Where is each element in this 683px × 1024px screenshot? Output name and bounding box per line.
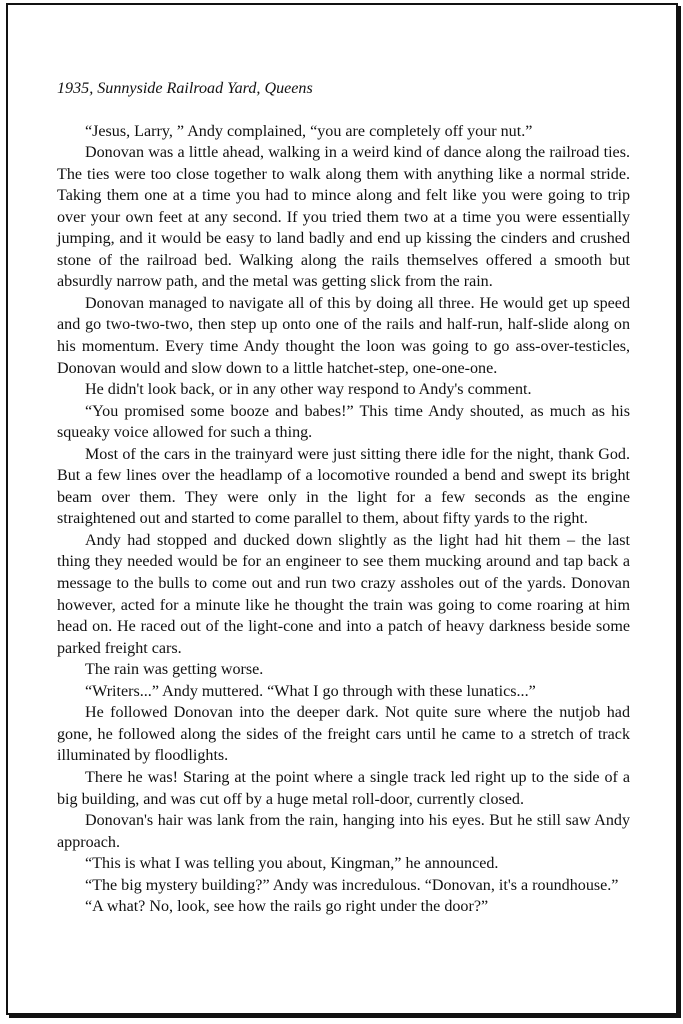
paragraph: “Jesus, Larry, ” Andy complained, “you are completely off your nut.” — [85, 122, 533, 140]
document-body — [57, 78, 630, 918]
paragraph: Andy had stopped and ducked down slightly as the light had hit them – the last thing they needed would be for an engineer to see them mucking around and tap back a message to the bulls to come out and run two crazy assholes out of the yards. Donovan however, acted for a minute like he thought the train was going to come roaring at him head on. He raced out of the light-cone and into a patch of heavy darkness beside some parked freight cars. — [57, 531, 630, 657]
paragraph: He didn't look back, or in any other way respond to Andy's comment. — [85, 381, 532, 399]
paragraph: The rain was getting worse. — [85, 661, 264, 679]
paragraph: Donovan managed to navigate all of this by doing all three. He would get up speed and go two-two-two, then step up onto one of the rails and half-run, half-slide along on his momentum. Every time Andy thought the loon was going to go ass-over-testicles, Donovan would and slow down to a little hatchet-step, one-one-one. — [57, 294, 630, 377]
paragraph: “You promised some booze and babes!” This time Andy shouted, as much as his squeaky voice allowed for such a thing. — [57, 402, 630, 442]
paragraph: Donovan was a little ahead, walking in a weird kind of dance along the railroad ties. The ties were too close together to walk along them with anything like a normal stride. Taking them one at a time you had to mince along and felt like you were going to trip over your own feet at any second. If you tried them two at a time you were essentially jumping, and it would be easy to land badly and end up kissing the cinders and crushed stone of the railroad bed. Walking along the rails themselves offered a smooth but absurdly narrow path, and the metal was getting slick from the rain. — [57, 144, 630, 291]
paragraph: “This is what I was telling you about, Kingman,” he announced. — [85, 855, 499, 873]
paragraph: “A what? No, look, see how the rails go right under the door?” — [85, 898, 489, 916]
paragraph: “The big mystery building?” Andy was incredulous. “Donovan, it's a roundhouse.” — [85, 876, 619, 894]
paragraph: He followed Donovan into the deeper dark. Not quite sure where the nutjob had gone, he followed along the sides of the freight cars until he came to a stretch of track illuminated by floodlights. — [57, 704, 630, 765]
paragraph: Most of the cars in the trainyard were just sitting there idle for the night, thank God. But a few lines over the headlamp of a locomotive rounded a bend and swept its bright beam over them. They were only in the light for a few seconds as the engine straightened out and started to come parallel to them, about fifty yards to the right. — [57, 445, 630, 528]
paragraph: Donovan's hair was lank from the rain, hanging into his eyes. But he still saw Andy approach. — [57, 812, 630, 851]
paragraph: There he was! Staring at the point where a single track led right up to the side of a big building, and was cut off by a huge metal roll-door, currently closed. — [57, 768, 630, 808]
scene-heading: 1935, Sunnyside Railroad Yard, Queens — [57, 80, 313, 97]
paragraph: “Writers...” Andy muttered. “What I go through with these lunatics...” — [85, 682, 536, 700]
